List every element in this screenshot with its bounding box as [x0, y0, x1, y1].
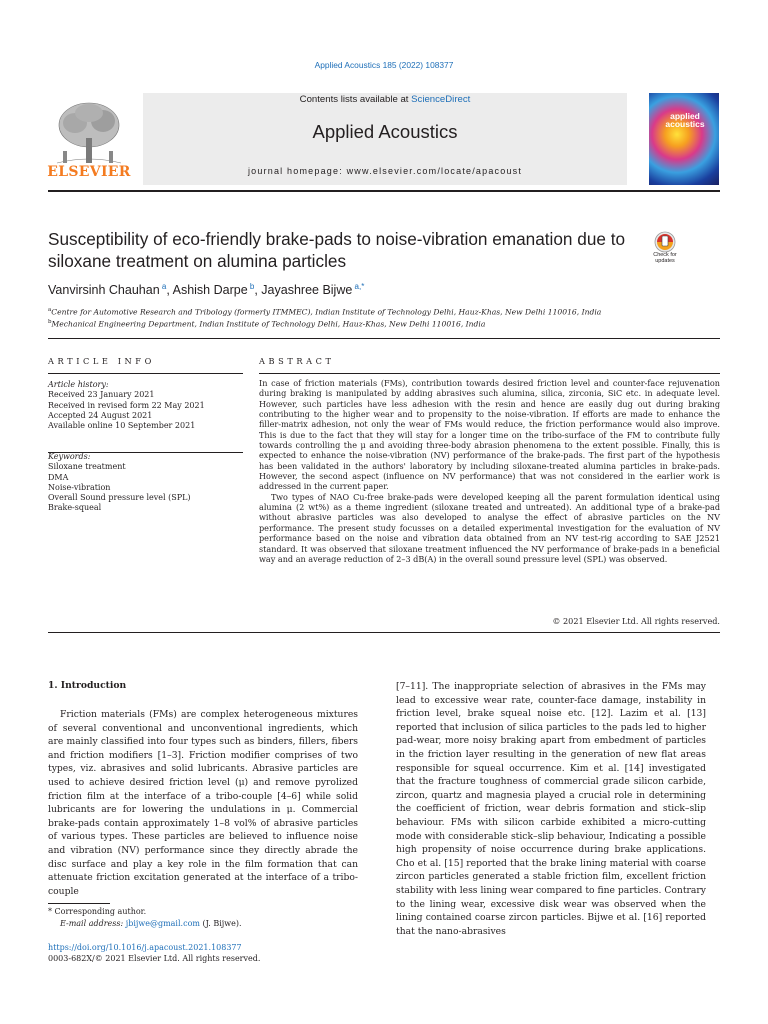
contents-prefix: Contents lists available at [299, 94, 412, 105]
header-rule [48, 190, 720, 192]
homepage-prefix: journal homepage: [247, 166, 347, 176]
journal-reference-link[interactable]: Applied Acoustics 185 (2022) 108377 [314, 60, 454, 70]
footnote-rule [48, 903, 110, 904]
abstract-paragraph: In case of friction materials (FMs), contribution towards desired friction level and counter-face rejuvenation during braking is manipulated by adding abrasives such alumina, silica, zirconia, SiC etc. in adequate level. However, such particles have less adhesion with the resin and hence are easily dug out during braking contributing to the higher wear and to propensity to the noise-vibration. If efforts are made to enhance the filler-matrix adhesion, not only the wear of FMs would reduce, the friction performance would also improve. This is due to the fact that they will stay for a longer time on the tribo-surface of the FM to contribute fully towards controlling the μ and avoiding three-body abrasion phenomena to the extent possible. Finally, this is expected to enhance the noise-vibration (NV) performance of the brake-pads. The first part of the hypothesis has been validated in the authors' laboratory by including siloxane-treated alumina particles in brake-pads. However, the second aspect (influence on NV performance) that was not considered in the earlier work is addressed in the current paper. [259, 378, 720, 492]
email-note [60, 918, 241, 930]
homepage-url-link[interactable]: www.elsevier.com/locate/apacoust [346, 166, 523, 176]
keyword: DMA [48, 472, 69, 482]
keyword: Overall Sound pressure level (SPL) [48, 493, 191, 503]
contents-line [143, 94, 627, 105]
journal-homepage [143, 166, 627, 176]
email-label: E-mail address: [60, 919, 126, 928]
author-list: Vanvirsinh Chauhan $^a$, Ashish Darpe $^b$, Jayashree Bijwe $^{a,*}$ [48, 282, 365, 298]
body-text-left-column: Friction materials (FMs) are complex heterogeneous mixtures of several conventional and unconventional ingredients, which are mainly classified into four types such as binders, fillers, fibers and friction modifiers [1–3]. Friction modifier comprises of two types, viz. abrasives and solid lubricants. Abrasive particles are used to achieve desired friction level (μ) and remove pyrolized friction film at the interface of a tribo-couple [4–6] while solid lubricants are for lowering the undulations in μ. Commercial brake-pads contain approximately 1–8 vol% of abrasive particles of various types. These particles are believed to influence noise and vibration (NV) performance since they directly abrade the disc surface and play a key role in the film formation that can attenuate friction excitation generated at the interface of a tribo-couple [48, 709, 358, 897]
issn-copyright: 0003-682X/© 2021 Elsevier Ltd. All rights reserved. [48, 954, 261, 963]
affiliation [48, 307, 601, 317]
abstract-paragraph: Two types of NAO Cu-free brake-pads were developed keeping all the parent formulation identical using alumina (2 wt%) as a theme ingredient (siloxane treated and untreated). An additional type of a brake-pad without abrasive particles was also developed to analyse the effect of abrasive particles on the NV performance. The present study focusses on a detailed experimental investigation for the evaluation of NV performance based on the noise and vibration data obtained from an NV test-rig according to SAE J2521 standard. It was observed that siloxane treatment influenced the NV performance of brake-pads in a beneficial way and an average reduction of 2–3 dB(A) in the overall sound pressure level (SPL) was observed. [259, 491, 720, 564]
keyword: Siloxane treatment [48, 462, 126, 472]
keywords-label: Keywords: [48, 452, 91, 461]
history-label: Article history: [48, 380, 109, 389]
affiliation-text: Mechanical Engineering Department, Indian Institute of Technology Delhi, Hauz-Khas, New Delhi 110016, India [51, 319, 486, 329]
history-entry: Received in revised form 22 May 2021 [48, 400, 205, 410]
article-info-rule [48, 373, 243, 374]
keyword: Brake-squeal [48, 503, 102, 513]
author-name[interactable]: Jayashree Bijwe [261, 283, 353, 298]
author-name[interactable]: Ashish Darpe [172, 283, 248, 298]
abstract-bottom-rule [48, 632, 720, 633]
history-entry: Accepted 24 August 2021 [48, 410, 153, 420]
history-entry: Available online 10 September 2021 [48, 421, 196, 431]
body-text-right-column: [7–11]. The inappropriate selection of abrasives in the FMs may lead to excessive wear rate, counter-face damage, instability in friction level, brake squeal noise etc. [12]. Lazim et al. [13] reported that inclusion of silica particles to the pads led to higher pad-wear, more noisy braking apart from embedment of particles in the friction layer resulting in the generation of new flat areas responsible for squeal occurrence. Kim et al. [14] investigated that the fracture toughness of commercial grade silicon carbide, zircon, quartz and magnesia played a crucial role in determining the coefficient of friction, wear debris formation and stick–slip behaviour. FMs with silicon carbide exhibited a micro-cutting mode with considerable stick–slip behaviour, Indicating a possible high propensity of noise occurrence during brake applications. Cho et al. [15] reported that the brake lining material with coarse zircon particles generated a stable friction film, excellent friction stability with less lining wear compared to fine particles. Contrary to the lining wear, excessive disk wear was observed when the lining contained coarse zircon particles. Bijwe et al. [16] reported that the nano-abrasives [396, 681, 706, 937]
author-affiliation-mark[interactable]: a [161, 282, 167, 291]
email-link[interactable]: jbijwe@gmail.com [125, 919, 200, 928]
corresponding-author-note: * Corresponding author. [48, 907, 147, 916]
abstract-rule [259, 373, 720, 374]
article-history [48, 380, 248, 431]
article-title: Susceptibility of eco-friendly brake-pads to noise-vibration emanation due to siloxane treatment on alumina particles [48, 229, 626, 271]
section-heading: 1. Introduction [48, 680, 127, 691]
abstract-copyright: © 2021 Elsevier Ltd. All rights reserved. [552, 616, 720, 626]
affiliation [48, 319, 485, 329]
article-info-heading: ARTICLE INFO [48, 356, 155, 366]
check-for-updates-label: Check for updates [653, 252, 677, 264]
email-suffix: (J. Bijwe). [199, 919, 242, 928]
journal-cover-image[interactable] [649, 93, 719, 185]
keyword: Noise-vibration [48, 482, 111, 492]
abstract-heading: ABSTRACT [259, 356, 335, 366]
cover-title: applied acoustics [665, 111, 705, 129]
doi-link[interactable]: https://doi.org/10.1016/j.apacoust.2021.108377 [48, 943, 242, 952]
affiliation-mark: b [48, 319, 52, 325]
author-name[interactable]: Vanvirsinh Chauhan [48, 283, 160, 298]
section-rule [48, 338, 720, 339]
keywords-block [48, 452, 248, 514]
elsevier-wordmark: ELSEVIER [47, 164, 131, 180]
sciencedirect-link[interactable]: ScienceDirect [411, 94, 471, 105]
history-entry: Received 23 January 2021 [48, 390, 155, 400]
author-affiliation-mark[interactable]: a,* [354, 282, 365, 291]
check-for-updates-icon[interactable] [647, 230, 683, 270]
abstract-text [259, 378, 720, 564]
affiliation-mark: a [48, 307, 52, 313]
author-affiliation-mark[interactable]: b [249, 282, 255, 291]
journal-title: Applied Acoustics [312, 121, 458, 142]
affiliation-text: Centre for Automotive Research and Tribology (formerly ITMMEC), Indian Institute of Technology Delhi, Hauz-Khas, New Delhi 110016, India [51, 307, 602, 317]
